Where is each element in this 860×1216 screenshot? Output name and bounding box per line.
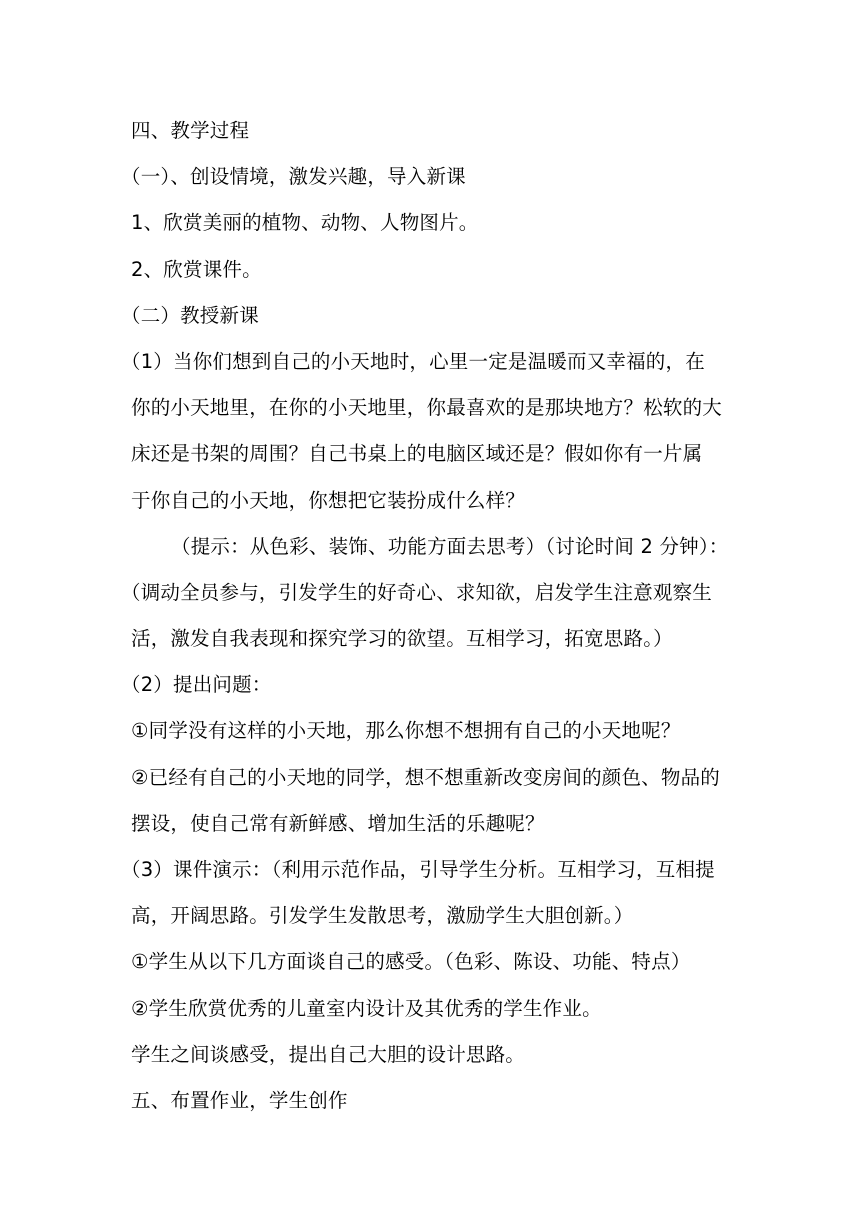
paragraph-line: （3）课件演示：（利用示范作品，引导学生分析。互相学习，互相提 [121,858,715,881]
paragraph-line: （调动全员参与，引发学生的好奇心、求知欲，启发学生注意观察生 [121,580,713,604]
paragraph-line: 床还是书架的周围？自己书桌上的电脑区域还是？假如你有一片属 [131,442,703,466]
paragraph-line: ①学生从以下几方面谈自己的感受。（色彩、陈设、功能、特点） [131,950,691,974]
section-heading-homework: 五、布置作业，学生创作 [131,1088,348,1112]
paragraph-line: 于你自己的小天地，你想把它装扮成什么样？ [131,488,526,512]
subsection-heading-2: （二）教授新课 [121,303,259,327]
paragraph-line: 你的小天地里，在你的小天地里，你最喜欢的是那块地方？松软的大 [131,396,723,420]
paragraph-line-hint: （提示：从色彩、装饰、功能方面去思考）（讨论时间 2 分钟）： [171,534,729,558]
paragraph-line: 活，激发自我表现和探究学习的欲望。互相学习，拓宽思路。） [131,627,673,651]
paragraph-line: 学生之间谈感受，提出自己大胆的设计思路。 [131,1042,526,1066]
paragraph-line: （2）提出问题： [121,673,272,697]
paragraph-line: 高，开阔思路。引发学生发散思考，激励学生大胆创新。） [131,904,634,928]
document-body [121,108,731,1124]
paragraph-line: 2、欣赏课件。 [131,257,262,281]
paragraph-line: 摆设，使自己常有新鲜感、增加生活的乐趣呢？ [131,811,545,835]
subsection-heading-1: （一）、创设情境，激发兴趣，导入新课 [121,165,466,189]
paragraph-line: 1、欣赏美丽的植物、动物、人物图片。 [131,211,479,235]
section-heading-teaching-process: 四、教学过程 [131,119,250,142]
paragraph-line: （1）当你们想到自己的小天地时，心里一定是温暖而又幸福的，在 [121,349,705,373]
paragraph-line: ①同学没有这样的小天地，那么你想不想拥有自己的小天地呢？ [131,719,681,743]
paragraph-line: ②学生欣赏优秀的儿童室内设计及其优秀的学生作业。 [131,996,602,1020]
paragraph-line: ②已经有自己的小天地的同学，想不想重新改变房间的颜色、物品的 [131,765,720,789]
